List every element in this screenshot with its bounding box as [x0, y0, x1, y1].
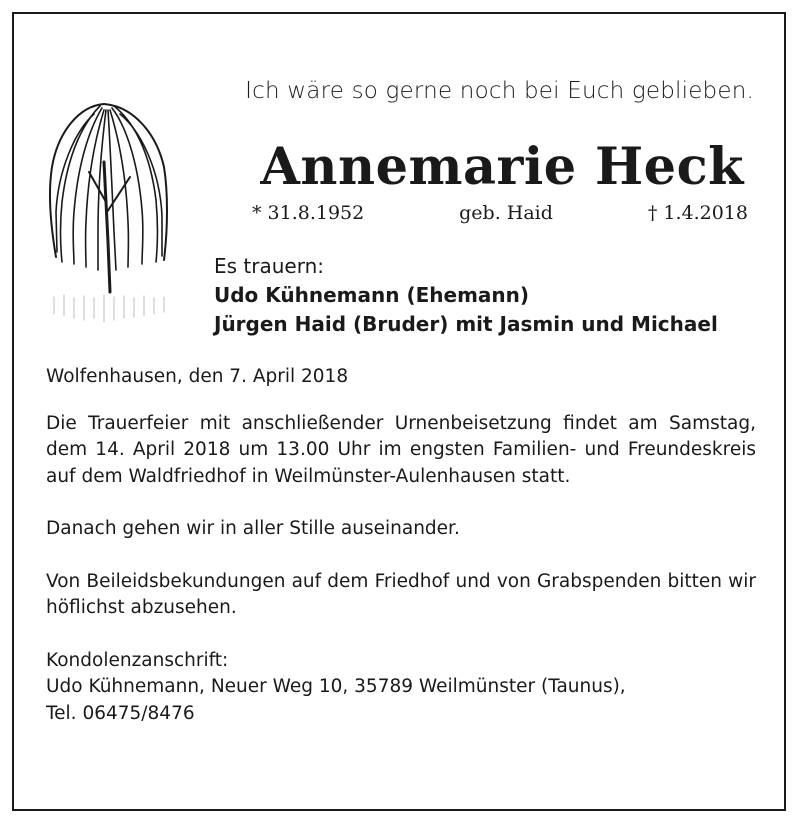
life-dates — [252, 202, 748, 224]
farewell-text: Danach gehen wir in aller Stille auseinander. — [46, 518, 460, 539]
notice-body — [46, 364, 756, 727]
place-date: Wolfenhausen, den 7. April 2018 — [46, 366, 349, 387]
weeping-willow-icon — [44, 92, 176, 332]
phone-line: Tel. 06475/8476 — [46, 702, 195, 724]
mourner: Udo Kühnemann (Ehemann) — [214, 283, 530, 307]
address-block — [46, 648, 756, 728]
ceremony-text: Die Trauerfeier mit anschließender Urnenbeisetzung findet am Samstag, dem 14. April 2018 um 13.00 Uhr im engsten Familien- und Freundeskreis auf dem Waldfriedhof in Weilmünster-Aulenhausen statt. — [46, 412, 756, 487]
birth-date: * 31.8.1952 — [252, 202, 365, 224]
death-date: † 1.4.2018 — [647, 202, 748, 224]
condolence-note: Von Beileidsbekundungen auf dem Friedhof und von Grabspenden bitten wir höflichst abzusehen. — [46, 570, 756, 618]
maiden-name: geb. Haid — [459, 202, 553, 224]
address-label: Kondolenzanschrift: — [46, 649, 229, 671]
mourners-intro: Es trauern: — [214, 254, 324, 278]
mourner: Jürgen Haid (Bruder) mit Jasmin und Michael — [214, 312, 718, 336]
deceased-name: Annemarie Heck — [260, 137, 744, 197]
motto: Ich wäre so gerne noch bei Euch geblieben. — [245, 78, 754, 104]
obituary-notice — [12, 12, 786, 811]
address-line: Udo Kühnemann, Neuer Weg 10, 35789 Weilmünster (Taunus), — [46, 676, 626, 697]
mourners-block — [214, 252, 718, 339]
